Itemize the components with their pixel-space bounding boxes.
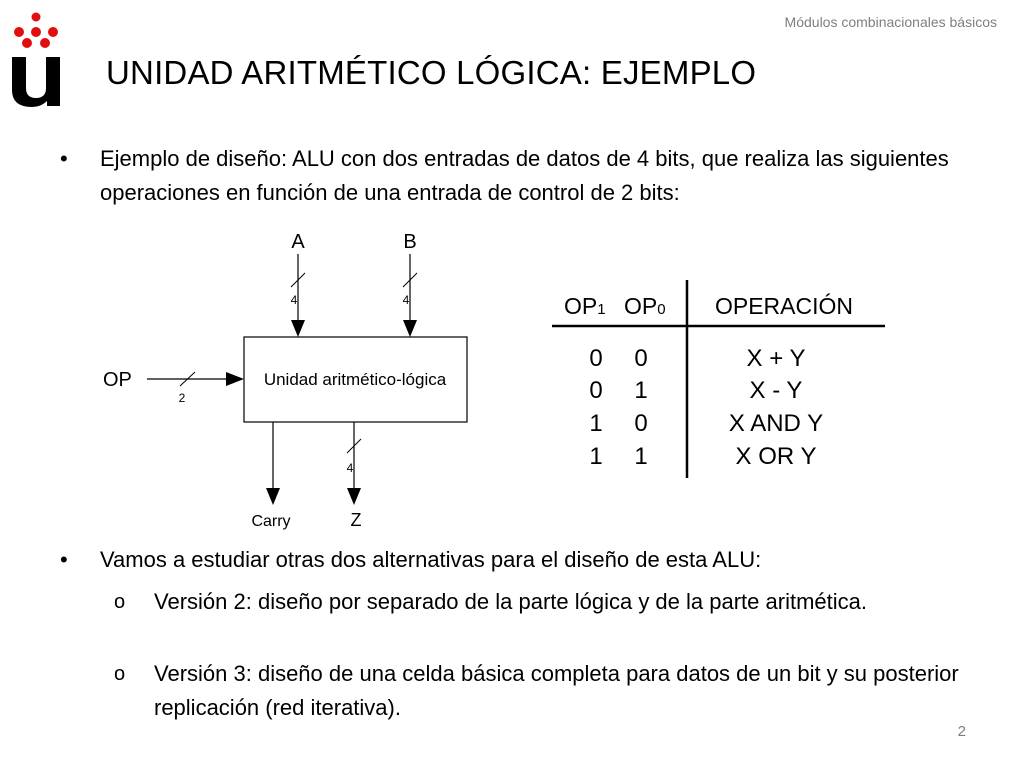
input-a-label: A xyxy=(291,231,305,253)
header-op1: OP1 xyxy=(564,293,606,319)
input-op-arrow xyxy=(226,372,244,386)
sub-bullet-text: Versión 2: diseño por separado de la parte lógica y de la parte aritmética. xyxy=(154,589,867,614)
row-op0: 0 xyxy=(634,345,648,372)
table-row xyxy=(589,443,816,470)
output-z-label: Z xyxy=(350,510,362,530)
sub-bullet-marker: o xyxy=(114,663,126,685)
bullet-marker: • xyxy=(60,146,68,171)
row-operation: X AND Y xyxy=(728,410,824,437)
input-op-label: OP xyxy=(103,369,132,391)
header-operation: OPERACIÓN xyxy=(714,293,854,319)
input-b-width: 4 xyxy=(402,293,410,307)
input-b-label: B xyxy=(403,231,417,253)
input-b-arrow xyxy=(403,320,417,337)
table-row xyxy=(589,377,802,404)
bullet-text: Vamos a estudiar otras dos alternativas para el diseño de esta ALU: xyxy=(100,547,762,572)
section-header-label: Módulos combinacionales básicos xyxy=(784,14,997,30)
bullet-text: Ejemplo de diseño: ALU con dos entradas de datos de 4 bits, que realiza las siguientes operaciones en función de una entrada de control de 2 bits: xyxy=(100,146,949,205)
page-number: 2 xyxy=(957,723,966,740)
row-op0: 0 xyxy=(634,410,648,437)
alu-block-diagram xyxy=(95,222,475,534)
slide-title: UNIDAD ARITMÉTICO LÓGICA: EJEMPLO xyxy=(106,54,757,91)
output-carry-label: Carry xyxy=(251,513,291,530)
row-op1: 1 xyxy=(589,410,603,437)
bullet-marker: • xyxy=(60,547,68,572)
row-operation: X - Y xyxy=(749,377,803,404)
input-a-arrow xyxy=(291,320,305,337)
output-z-arrow xyxy=(347,488,361,505)
output-carry-arrow xyxy=(266,488,280,505)
sub-bullet-text: Versión 3: diseño de una celda básica completa para datos de un bit y su posterior replicación (red iterativa). xyxy=(154,661,959,720)
row-operation: X OR Y xyxy=(735,443,817,470)
row-op0: 1 xyxy=(634,377,648,404)
sub-bullet-marker: o xyxy=(114,591,126,613)
input-op-width: 2 xyxy=(178,391,186,405)
row-op0: 1 xyxy=(634,443,648,470)
table-row xyxy=(589,345,805,372)
input-a-width: 4 xyxy=(290,293,298,307)
row-operation: X + Y xyxy=(746,345,806,372)
row-op1: 0 xyxy=(589,345,603,372)
output-z-width: 4 xyxy=(346,461,354,475)
row-op1: 1 xyxy=(589,443,603,470)
table-row xyxy=(589,410,823,437)
operation-table xyxy=(550,278,890,483)
alu-block-label: Unidad aritmético-lógica xyxy=(263,370,447,389)
header-op0: OP0 xyxy=(624,293,666,319)
university-logo xyxy=(10,10,62,110)
row-op1: 0 xyxy=(589,377,603,404)
